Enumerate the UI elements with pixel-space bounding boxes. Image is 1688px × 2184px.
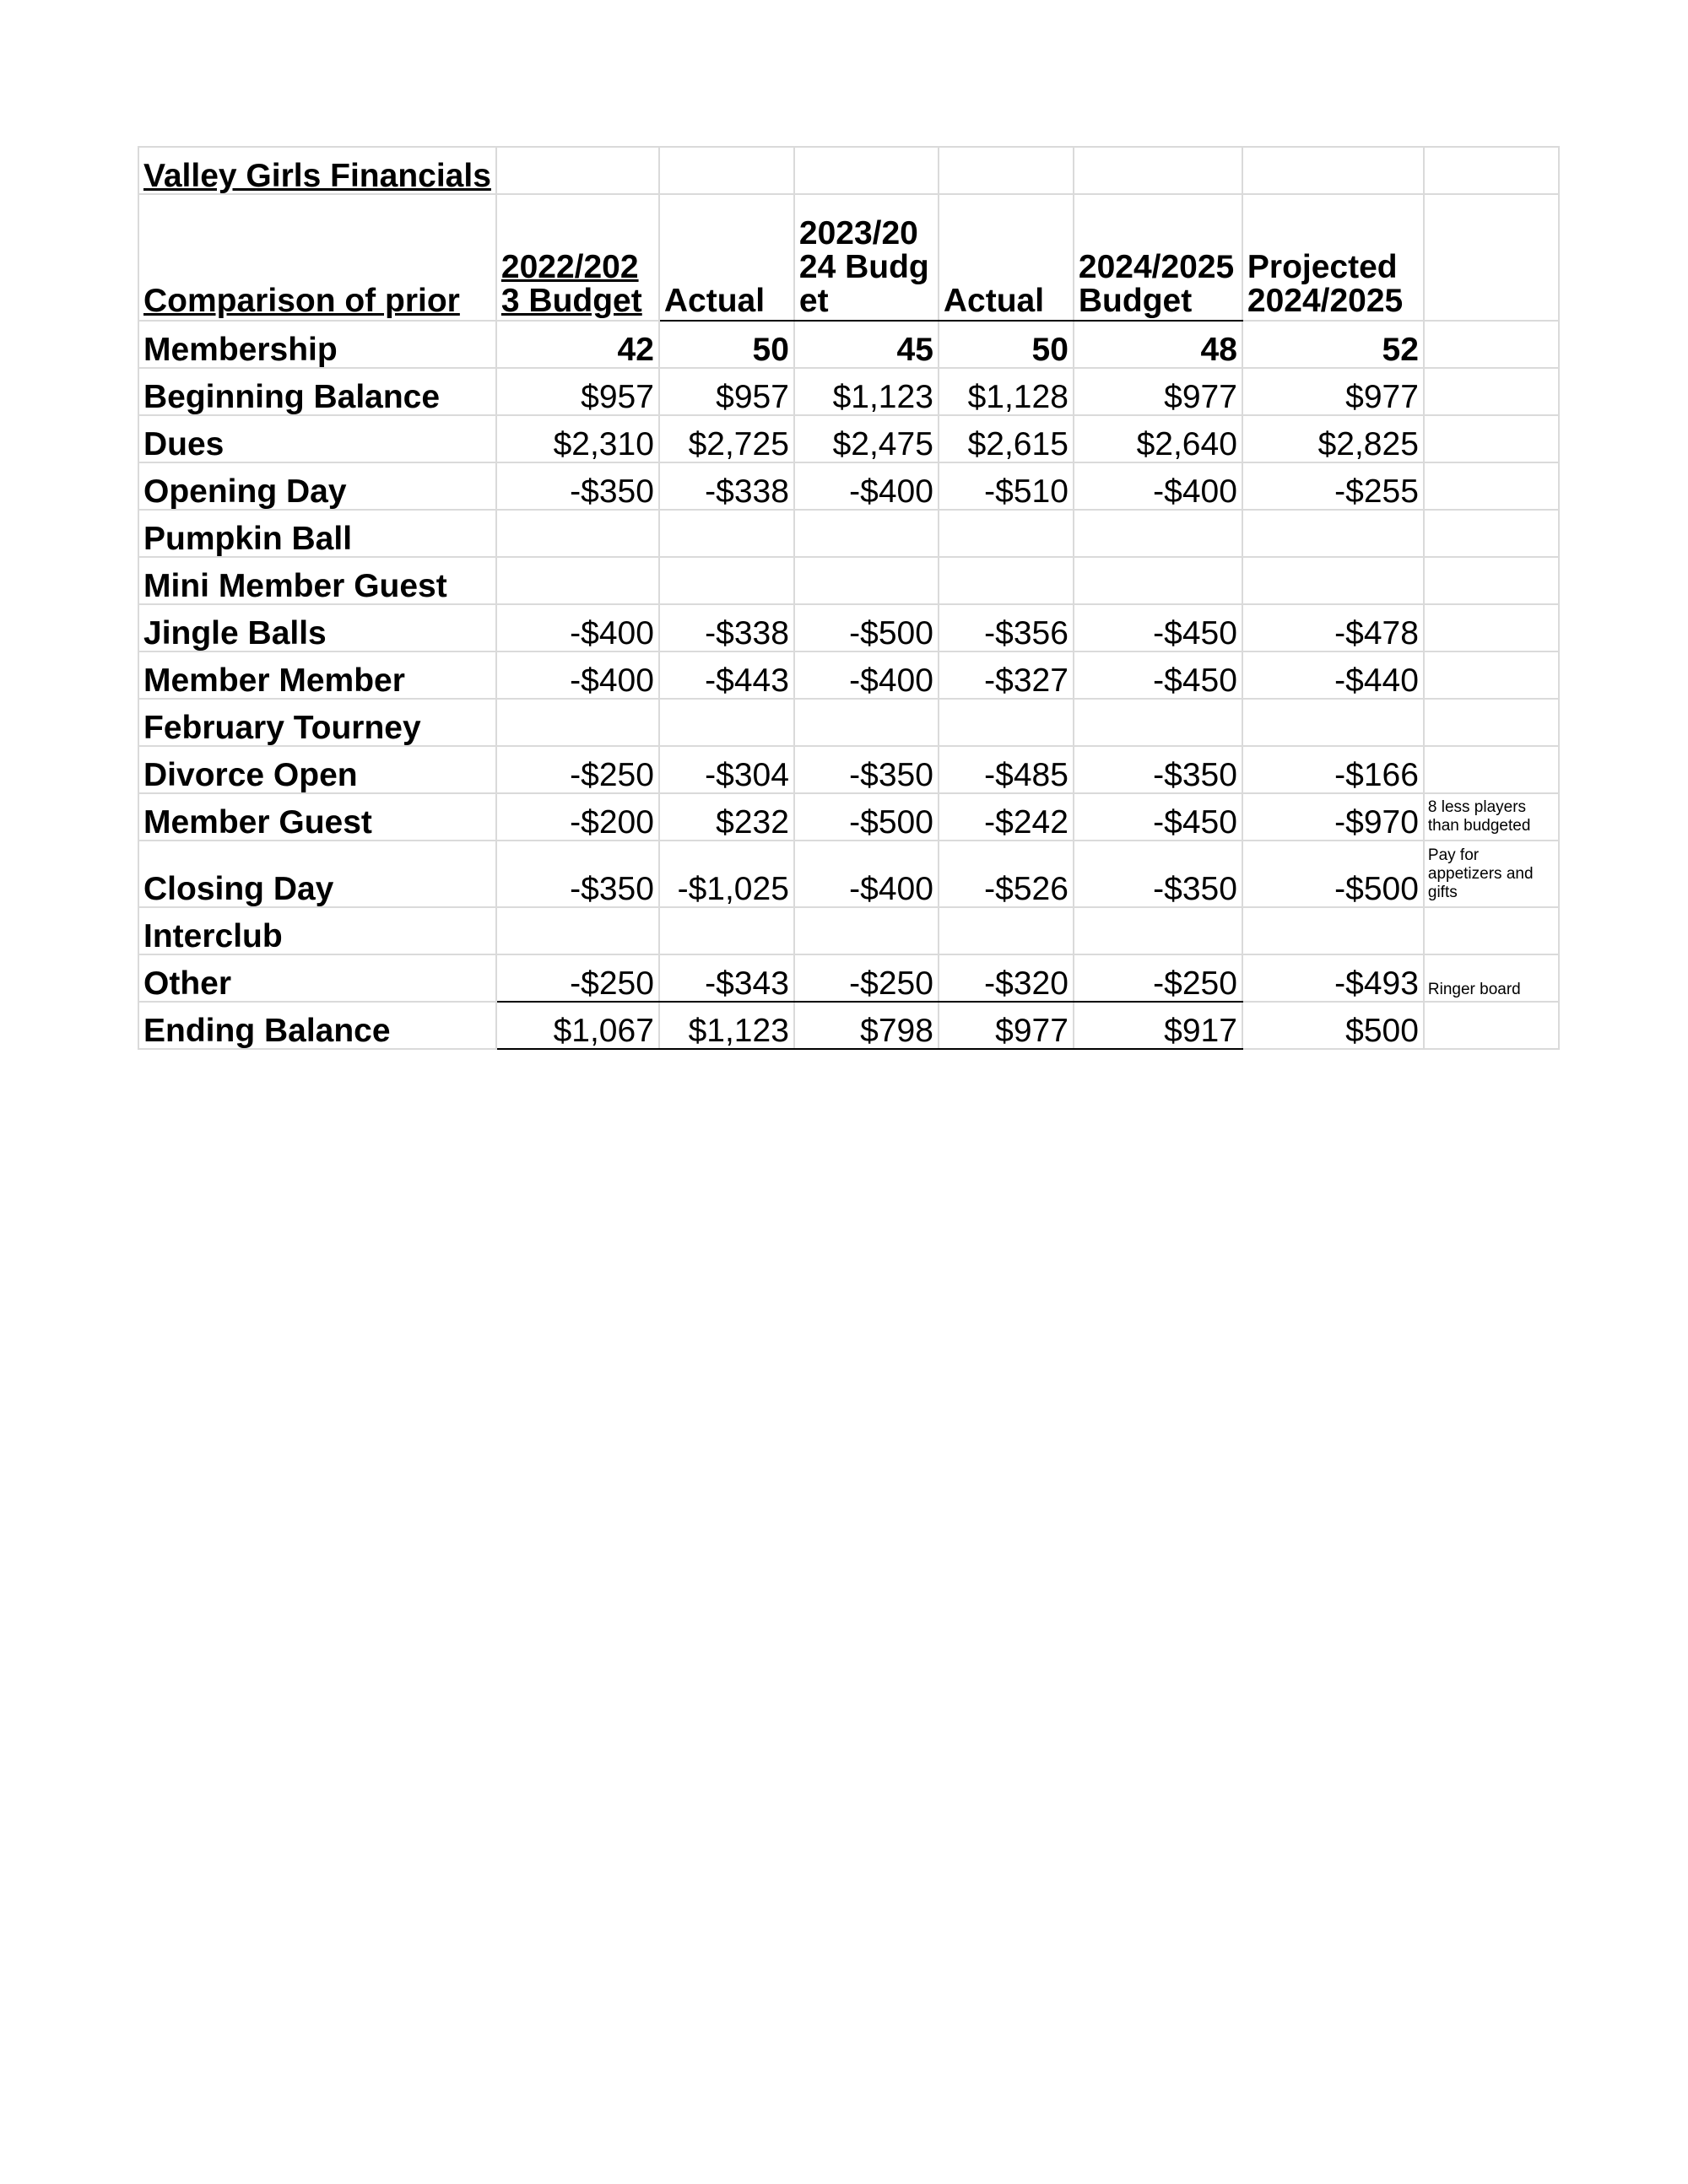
value-cell: 50 [659, 321, 794, 368]
row-label: Jingle Balls [138, 604, 496, 651]
table-row [138, 699, 1559, 746]
value-cell [1074, 907, 1242, 954]
value-cell [1074, 510, 1242, 557]
value-cell: $977 [939, 1002, 1074, 1049]
value-cell [1242, 557, 1424, 604]
header-col-2: Actual [659, 194, 794, 321]
note-cell [1424, 321, 1559, 368]
value-cell [939, 557, 1074, 604]
sheet-title: Valley Girls Financials [138, 147, 496, 194]
value-cell: -$400 [1074, 462, 1242, 510]
note-cell [1424, 604, 1559, 651]
value-cell: $232 [659, 793, 794, 841]
row-label: Dues [138, 415, 496, 462]
value-cell: $957 [496, 368, 659, 415]
value-cell: $500 [1242, 1002, 1424, 1049]
header-col-4: Actual [939, 194, 1074, 321]
row-label: February Tourney [138, 699, 496, 746]
table-row [138, 462, 1559, 510]
value-cell: -$350 [1074, 841, 1242, 907]
table-row [138, 1002, 1559, 1049]
value-cell: $1,123 [659, 1002, 794, 1049]
header-col-5: 2024/2025 Budget [1074, 194, 1242, 321]
note-cell: 8 less players than budgeted [1424, 793, 1559, 841]
row-label: Interclub [138, 907, 496, 954]
value-cell [496, 699, 659, 746]
note-cell [1424, 699, 1559, 746]
note-cell [1424, 746, 1559, 793]
value-cell: -$400 [794, 651, 939, 699]
value-cell: 50 [939, 321, 1074, 368]
value-cell: -$970 [1242, 793, 1424, 841]
value-cell: -$350 [794, 746, 939, 793]
value-cell: -$350 [496, 462, 659, 510]
value-cell [939, 510, 1074, 557]
table-row [138, 321, 1559, 368]
value-cell: -$1,025 [659, 841, 794, 907]
value-cell: -$493 [1242, 954, 1424, 1002]
value-cell: 45 [794, 321, 939, 368]
value-cell: -$166 [1242, 746, 1424, 793]
table-row [138, 651, 1559, 699]
value-cell [939, 907, 1074, 954]
note-cell [1424, 557, 1559, 604]
value-cell: -$327 [939, 651, 1074, 699]
value-cell: $1,123 [794, 368, 939, 415]
table-row [138, 557, 1559, 604]
table-row [138, 793, 1559, 841]
value-cell: $917 [1074, 1002, 1242, 1049]
row-label: Other [138, 954, 496, 1002]
value-cell: -$338 [659, 462, 794, 510]
note-cell [1424, 907, 1559, 954]
value-cell: -$400 [496, 604, 659, 651]
note-cell [1424, 368, 1559, 415]
note-cell [1424, 651, 1559, 699]
value-cell [496, 557, 659, 604]
value-cell: $2,640 [1074, 415, 1242, 462]
value-cell: 42 [496, 321, 659, 368]
value-cell: -$450 [1074, 651, 1242, 699]
value-cell: -$485 [939, 746, 1074, 793]
value-cell: -$304 [659, 746, 794, 793]
value-cell [794, 699, 939, 746]
value-cell [659, 699, 794, 746]
table-row [138, 510, 1559, 557]
value-cell: -$250 [1074, 954, 1242, 1002]
row-label: Mini Member Guest [138, 557, 496, 604]
value-cell: -$338 [659, 604, 794, 651]
title-row [138, 147, 1559, 194]
value-cell [659, 557, 794, 604]
row-label: Member Member [138, 651, 496, 699]
value-cell: 48 [1074, 321, 1242, 368]
value-cell: -$200 [496, 793, 659, 841]
header-col-1: 2022/2023 Budget [496, 194, 659, 321]
value-cell [496, 510, 659, 557]
table-row [138, 841, 1559, 907]
value-cell: $798 [794, 1002, 939, 1049]
value-cell: -$500 [794, 793, 939, 841]
header-label: Comparison of prior [138, 194, 496, 321]
value-cell: $2,725 [659, 415, 794, 462]
value-cell [794, 510, 939, 557]
value-cell: -$250 [496, 954, 659, 1002]
row-label: Closing Day [138, 841, 496, 907]
value-cell [659, 510, 794, 557]
row-label: Beginning Balance [138, 368, 496, 415]
value-cell: -$356 [939, 604, 1074, 651]
row-label: Divorce Open [138, 746, 496, 793]
header-col-3: 2023/2024 Budget [794, 194, 939, 321]
value-cell: -$250 [794, 954, 939, 1002]
value-cell: $2,825 [1242, 415, 1424, 462]
value-cell: -$443 [659, 651, 794, 699]
value-cell: -$255 [1242, 462, 1424, 510]
value-cell: $977 [1074, 368, 1242, 415]
value-cell: -$320 [939, 954, 1074, 1002]
note-cell: Pay for appetizers and gifts [1424, 841, 1559, 907]
value-cell [939, 699, 1074, 746]
value-cell: -$242 [939, 793, 1074, 841]
note-cell [1424, 462, 1559, 510]
table-row [138, 954, 1559, 1002]
value-cell: $2,615 [939, 415, 1074, 462]
value-cell: $2,310 [496, 415, 659, 462]
value-cell: $957 [659, 368, 794, 415]
value-cell: $2,475 [794, 415, 939, 462]
value-cell: -$350 [1074, 746, 1242, 793]
table-row [138, 368, 1559, 415]
note-cell [1424, 415, 1559, 462]
value-cell: -$500 [794, 604, 939, 651]
value-cell: -$400 [794, 462, 939, 510]
value-cell [496, 907, 659, 954]
value-cell: -$250 [496, 746, 659, 793]
financials-table [138, 146, 1560, 1050]
row-label: Membership [138, 321, 496, 368]
row-label: Opening Day [138, 462, 496, 510]
value-cell: -$400 [496, 651, 659, 699]
value-cell [1242, 907, 1424, 954]
header-col-6: Projected 2024/2025 [1242, 194, 1424, 321]
value-cell: -$450 [1074, 604, 1242, 651]
value-cell: -$343 [659, 954, 794, 1002]
value-cell [794, 557, 939, 604]
table-row [138, 746, 1559, 793]
value-cell [794, 907, 939, 954]
header-row [138, 194, 1559, 321]
table-row [138, 415, 1559, 462]
value-cell: -$478 [1242, 604, 1424, 651]
value-cell: -$510 [939, 462, 1074, 510]
note-cell: Ringer board [1424, 954, 1559, 1002]
note-cell [1424, 1002, 1559, 1049]
value-cell [1242, 510, 1424, 557]
row-label: Pumpkin Ball [138, 510, 496, 557]
value-cell [1074, 557, 1242, 604]
value-cell: $1,067 [496, 1002, 659, 1049]
value-cell: -$450 [1074, 793, 1242, 841]
value-cell: -$526 [939, 841, 1074, 907]
value-cell: -$350 [496, 841, 659, 907]
row-label: Ending Balance [138, 1002, 496, 1049]
value-cell: -$500 [1242, 841, 1424, 907]
value-cell: -$440 [1242, 651, 1424, 699]
value-cell: -$400 [794, 841, 939, 907]
value-cell: $1,128 [939, 368, 1074, 415]
row-label: Member Guest [138, 793, 496, 841]
table-row [138, 907, 1559, 954]
note-cell [1424, 510, 1559, 557]
value-cell [1074, 699, 1242, 746]
value-cell: 52 [1242, 321, 1424, 368]
value-cell [1242, 699, 1424, 746]
value-cell: $977 [1242, 368, 1424, 415]
value-cell [659, 907, 794, 954]
table-row [138, 604, 1559, 651]
